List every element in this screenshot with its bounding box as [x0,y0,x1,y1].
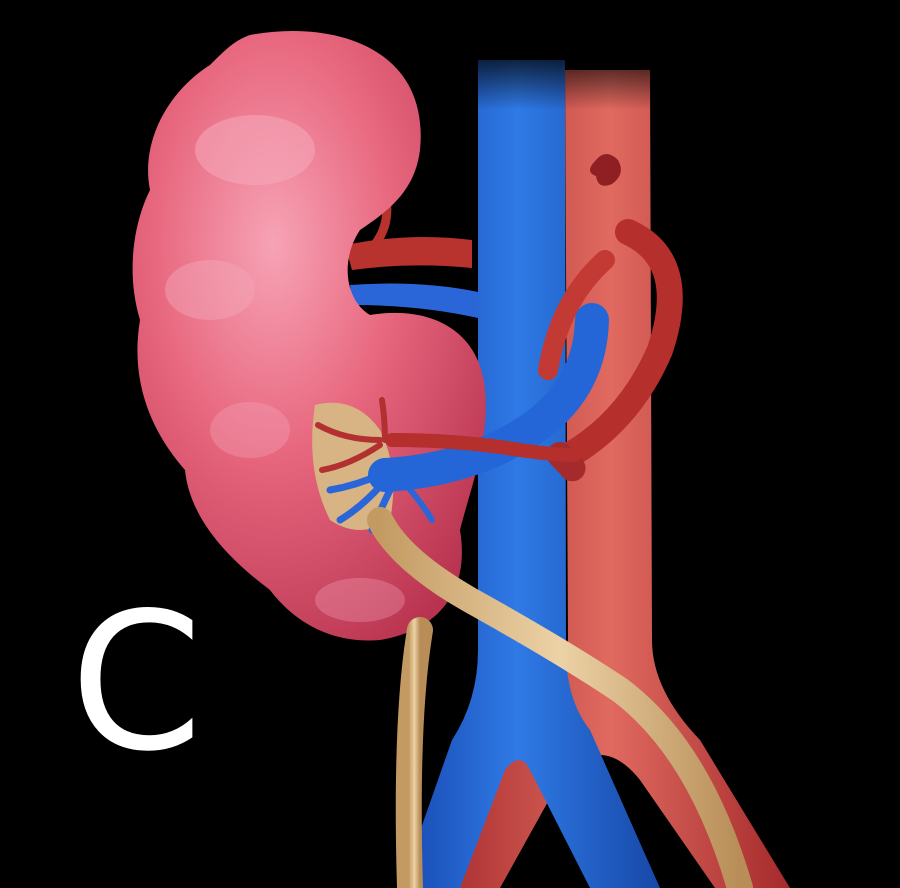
kidney [133,31,486,640]
panel-label: C [70,572,203,793]
top-fade [430,40,690,110]
